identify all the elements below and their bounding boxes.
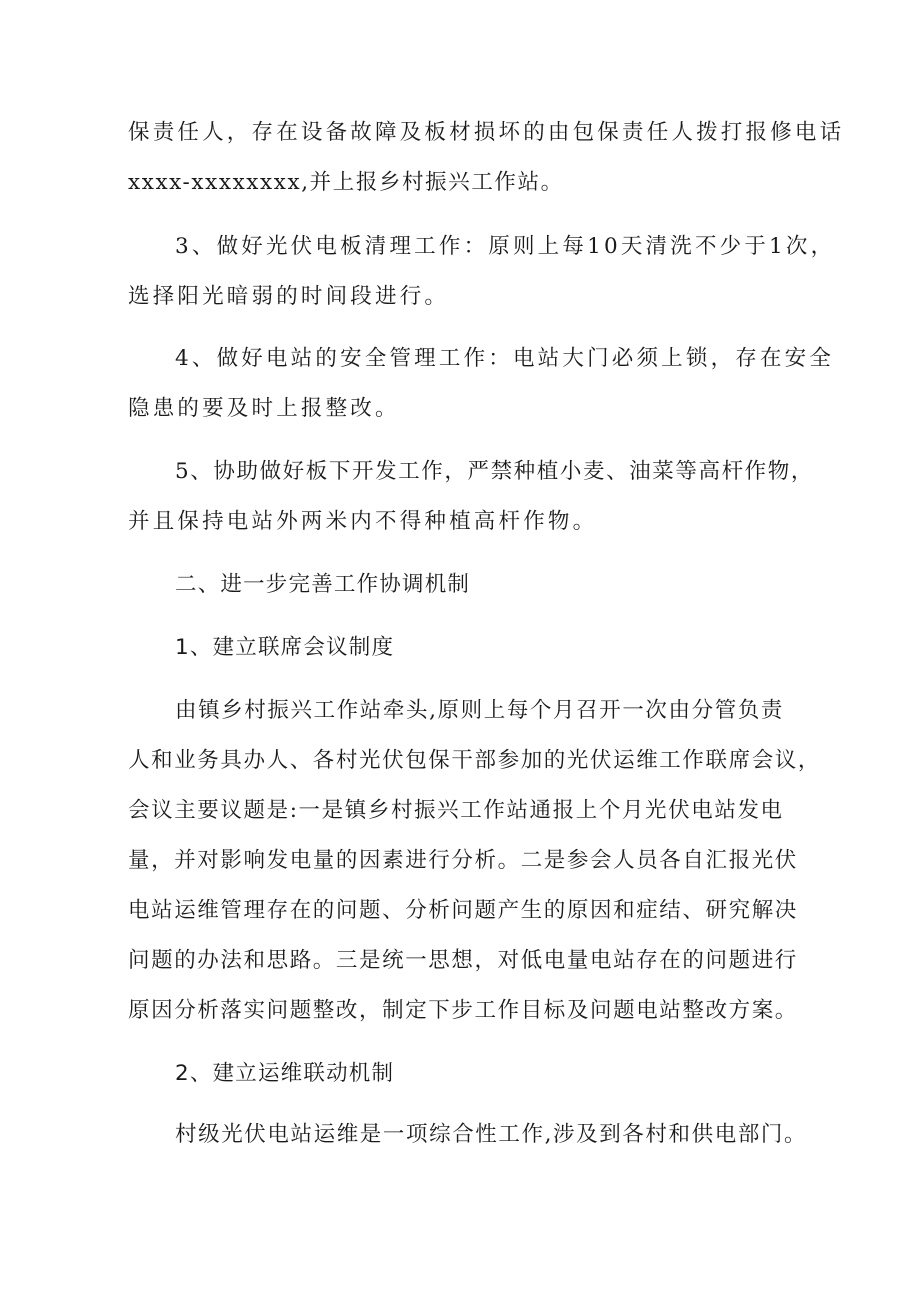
paragraph-1-line-1: 保责任人，存在设备故障及板材损坏的由包保责任人拨打报修电话: [128, 120, 845, 145]
linkage-paragraph-line-1: 村级光伏电站运维是一项综合性工作,涉及到各村和供电部门。: [175, 1122, 808, 1147]
meeting-paragraph-line-5: 电站运维管理存在的问题、分析问题产生的原因和症结、研究解决: [128, 898, 798, 923]
meeting-paragraph-line-7: 原因分析落实问题整改，制定下步工作目标及问题电站整改方案。: [128, 998, 798, 1023]
item-5-line-1: 5、协助做好板下开发工作，严禁种植小麦、油菜等高杆作物，: [175, 459, 814, 484]
item-3-line-2: 选择阳光暗弱的时间段进行。: [128, 284, 450, 309]
meeting-paragraph-line-1: 由镇乡村振兴工作站牵头,原则上每个月召开一次由分管负责: [175, 698, 785, 723]
paragraph-1-line-2: xxxx-xxxxxxxx,并上报乡村振兴工作站。: [128, 170, 564, 195]
item-4-line-1: 4、做好电站的安全管理工作：电站大门必须上锁，存在安全: [175, 346, 835, 371]
meeting-paragraph-line-4: 量，并对影响发电量的因素进行分析。二是参会人员各自汇报光伏: [128, 848, 798, 873]
item-3-line-1: 3、做好光伏电板清理工作：原则上每10天清洗不少于1次，: [175, 234, 836, 259]
section-2-heading: 二、进一步完善工作协调机制: [175, 572, 471, 597]
meeting-paragraph-line-6: 问题的办法和思路。三是统一思想，对低电量电站存在的问题进行: [128, 948, 798, 973]
subheading-1: 1、建立联席会议制度: [175, 635, 395, 660]
meeting-paragraph-line-3: 会议主要议题是:一是镇乡村振兴工作站通报上个月光伏电站发电: [128, 798, 784, 823]
meeting-paragraph-line-2: 人和业务具办人、各村光伏包保干部参加的光伏运维工作联席会议，: [128, 748, 822, 773]
item-5-line-2: 并且保持电站外两米内不得种植高杆作物。: [128, 509, 598, 534]
item-4-line-2: 隐患的要及时上报整改。: [128, 396, 400, 421]
subheading-2: 2、建立运维联动机制: [175, 1061, 395, 1086]
